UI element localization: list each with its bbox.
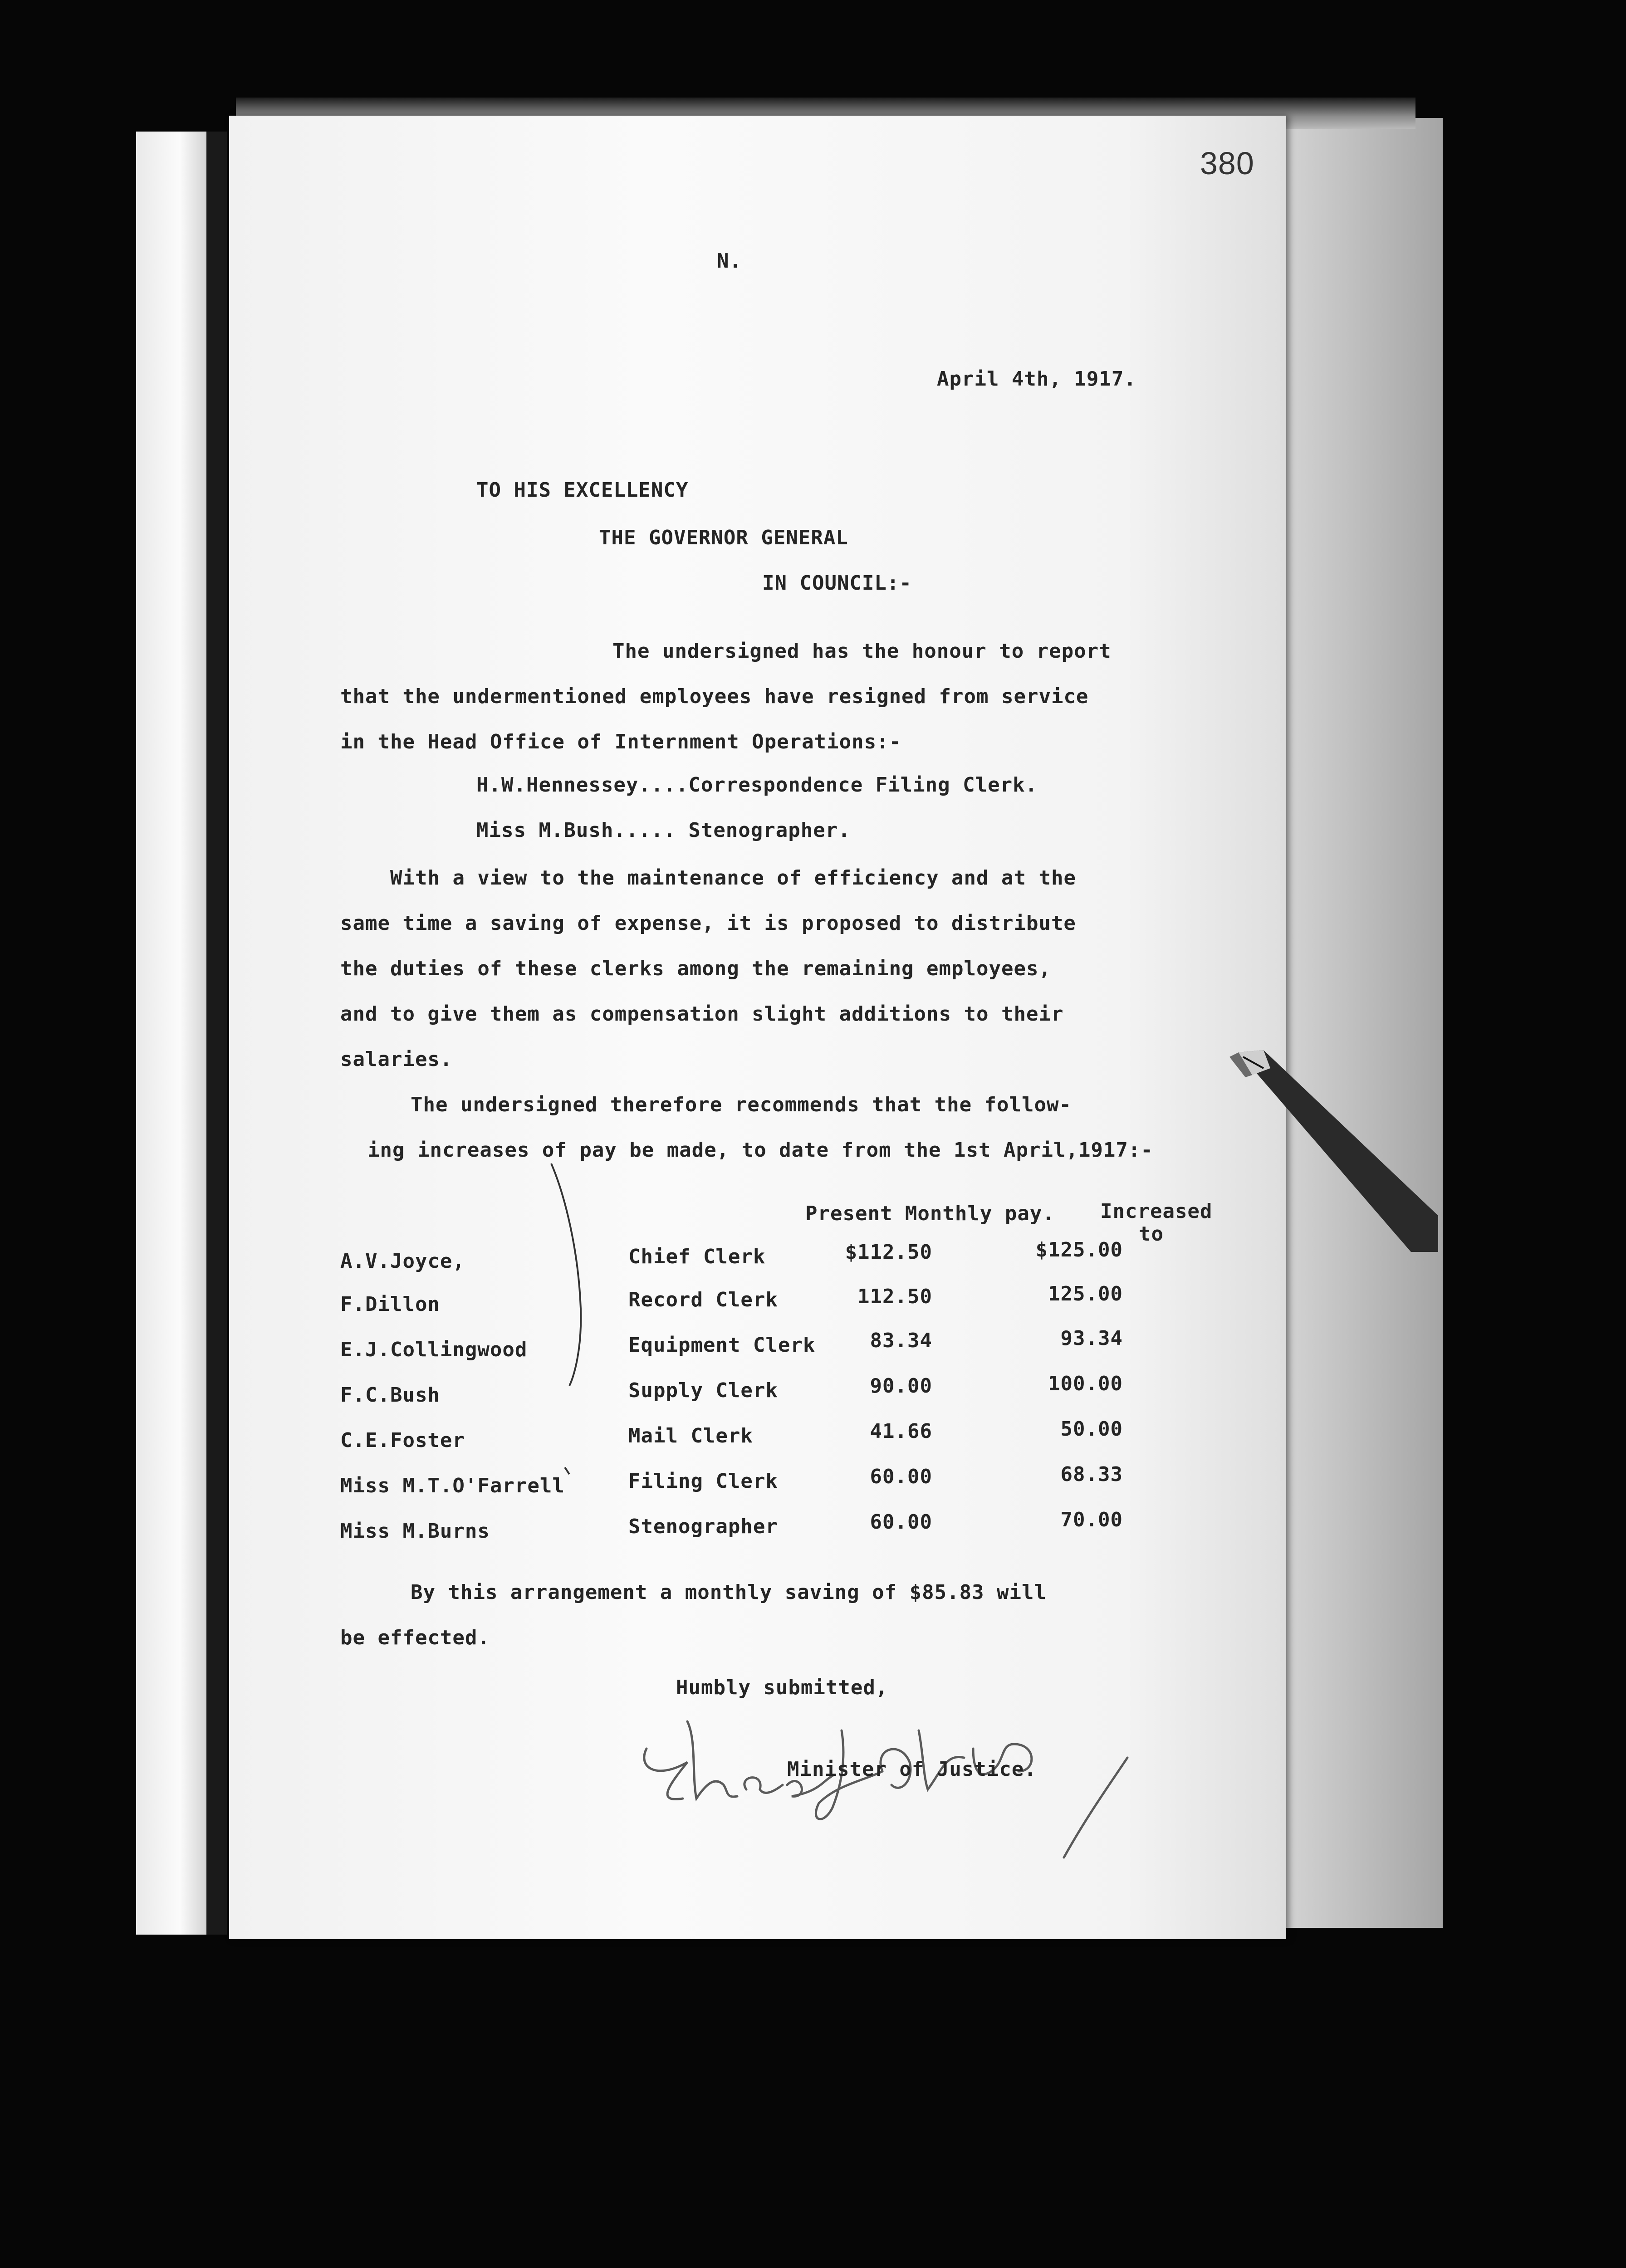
table-cell-present: 112.50	[857, 1285, 932, 1308]
letter-date: April 4th, 1917.	[937, 367, 1136, 391]
table-cell-increased: 100.00	[1048, 1372, 1123, 1395]
table-cell-increased: 125.00	[1048, 1282, 1123, 1305]
table-header-to: to	[1139, 1222, 1164, 1246]
address-line-1: TO HIS EXCELLENCY	[476, 479, 689, 502]
table-cell-present: $112.50	[845, 1241, 932, 1264]
page-number: 380	[1200, 146, 1254, 181]
table-header-increased: Increased	[1100, 1200, 1213, 1223]
paragraph-1-line: that the undermentioned employees have resigned from service	[340, 685, 1089, 708]
table-cell-name: E.J.Collingwood	[340, 1338, 528, 1361]
address-line-2: THE GOVERNOR GENERAL	[599, 526, 848, 549]
table-cell-present: 60.00	[870, 1510, 932, 1534]
table-cell-name: A.V.Joyce,	[340, 1250, 465, 1273]
paragraph-3-line: ing increases of pay be made, to date from the 1st April,1917:-	[367, 1139, 1153, 1162]
table-cell-position: Filing Clerk	[628, 1470, 778, 1493]
fountain-pen	[1220, 1025, 1438, 1252]
paragraph-3-line: The undersigned therefore recommends that the follow-	[411, 1093, 1072, 1116]
table-cell-present: 83.34	[870, 1329, 932, 1352]
table-cell-present: 60.00	[870, 1465, 932, 1488]
paragraph-2-line: and to give them as compensation slight additions to their	[340, 1002, 1064, 1026]
table-cell-name: F.C.Bush	[340, 1383, 440, 1407]
table-cell-increased: 68.33	[1060, 1463, 1123, 1486]
table-cell-name: Miss M.Burns	[340, 1520, 490, 1543]
table-cell-increased: 93.34	[1060, 1327, 1123, 1350]
paragraph-1-line: in the Head Office of Internment Operations:-	[340, 730, 902, 753]
handwritten-bracket	[538, 1159, 592, 1476]
resigned-employee: H.W.Hennessey....Correspondence Filing Clerk.	[476, 773, 1038, 797]
address-line-3: IN COUNCIL:-	[762, 572, 912, 595]
table-cell-present: 90.00	[870, 1374, 932, 1398]
table-cell-position: Chief Clerk	[628, 1245, 766, 1268]
table-cell-position: Mail Clerk	[628, 1424, 753, 1447]
paragraph-1-line: The undersigned has the honour to report	[612, 640, 1112, 663]
table-cell-position: Stenographer	[628, 1515, 778, 1538]
document-page	[229, 116, 1286, 1939]
paragraph-2-line: salaries.	[340, 1048, 453, 1071]
background-sheet-right	[1279, 118, 1443, 1928]
table-cell-name: C.E.Foster	[340, 1429, 465, 1452]
table-cell-increased: 70.00	[1060, 1508, 1123, 1531]
humbly-submitted: Humbly submitted,	[676, 1676, 888, 1699]
minister-title: Minister of Justice.	[787, 1758, 1037, 1781]
table-header-present: Present Monthly pay.	[805, 1202, 1055, 1225]
closing-line: By this arrangement a monthly saving of $85.83 will	[411, 1581, 1047, 1604]
table-cell-position: Record Clerk	[628, 1288, 778, 1311]
resigned-employee: Miss M.Bush..... Stenographer.	[476, 819, 851, 842]
paragraph-2-line: the duties of these clerks among the remaining employees,	[340, 957, 1051, 980]
table-cell-increased: $125.00	[1035, 1238, 1123, 1261]
page-shadow	[206, 132, 227, 1935]
table-cell-present: 41.66	[870, 1420, 932, 1443]
header-mark: N.	[717, 249, 742, 273]
paragraph-2-line: With a view to the maintenance of efficiency and at the	[390, 866, 1076, 890]
table-cell-position: Equipment Clerk	[628, 1334, 816, 1357]
background-sheet-left	[136, 132, 209, 1935]
closing-line: be effected.	[340, 1626, 490, 1649]
table-cell-increased: 50.00	[1060, 1418, 1123, 1441]
table-cell-position: Supply Clerk	[628, 1379, 778, 1402]
table-cell-name: F.Dillon	[340, 1293, 440, 1316]
table-cell-name: Miss M.T.O'Farrell	[340, 1474, 565, 1497]
paragraph-2-line: same time a saving of expense, it is proposed to distribute	[340, 912, 1076, 935]
